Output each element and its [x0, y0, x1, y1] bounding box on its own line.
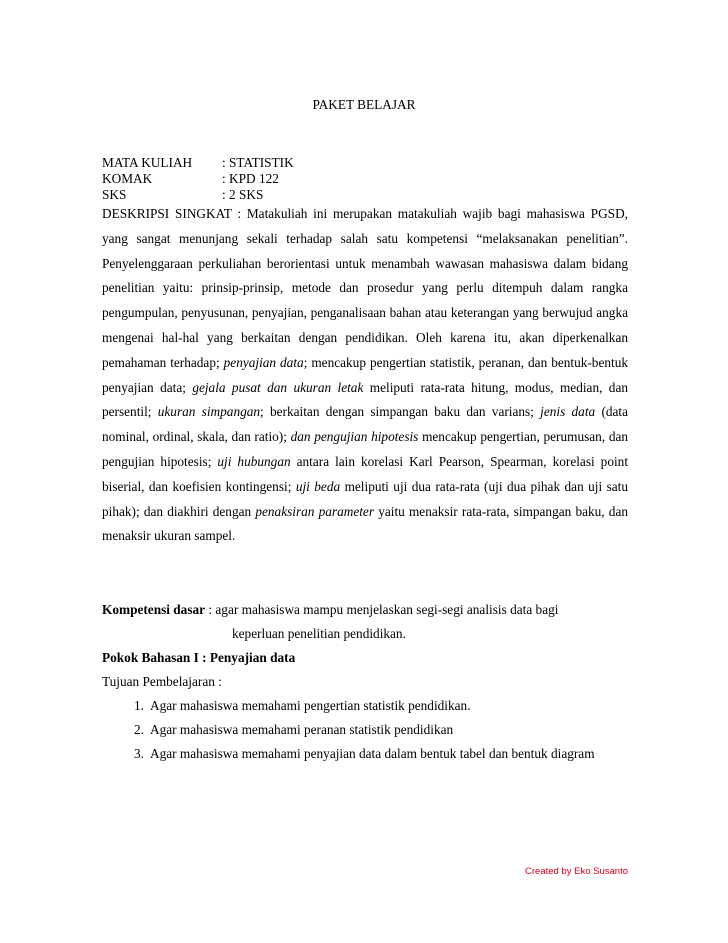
- meta-row-mata-kuliah: [102, 155, 294, 171]
- kompetensi-text: : agar mahasiswa mampu menjelaskan segi-segi analisis data bagi: [208, 602, 559, 617]
- desc-italic-term: jenis data: [540, 404, 596, 420]
- list-text: Agar mahasiswa memahami penyajian data dalam bentuk tabel dan bentuk diagram: [150, 746, 595, 761]
- desc-italic-term: uji beda: [295, 478, 341, 494]
- page-title: PAKET BELAJAR: [312, 97, 416, 112]
- desc-text: antara lain korelasi Karl Pearson, Spearman, korelasi point biserial, dan koefisien kontingensi;: [102, 453, 629, 494]
- course-meta: [102, 155, 294, 203]
- desc-italic-term: uji hubungan: [217, 453, 291, 469]
- desc-text: DESKRIPSI SINGKAT : Matakuliah ini merupakan matakuliah wajib bagi mahasiswa PGSD, yang sangat menunjang sekali terhadap salah satu kompetensi “melaksanakan penelitian”. Penyelenggaraan perkuliahan berorientasi untuk menambah wawasan mahasiswa dalam bidang penelitian yaitu: prinsip-prinsip, metode dan prosedur yang perlu ditempuh dalam rangka pengumpulan, penyusunan, penyajian, penganalisaan bahan atau keterangan yang berwujud angka mengenai hal-hal yang berkaitan dengan pendidikan. Oleh karena itu, akan diperkenalkan pemahaman terhadap;: [102, 206, 628, 370]
- course-description: [102, 202, 628, 549]
- desc-italic-term: penaksiran parameter: [255, 503, 375, 519]
- list-item: [102, 742, 595, 766]
- list-item: [102, 718, 595, 742]
- desc-italic-term: penyajian data: [223, 354, 304, 370]
- desc-text: ; mencakup pengertian statistik, peranan, dan bentuk-bentuk penyajian data;: [102, 354, 629, 395]
- meta-row-komak: [102, 171, 294, 187]
- list-number: 1.: [134, 698, 144, 713]
- meta-key: MATA KULIAH: [102, 155, 193, 170]
- tujuan-list: [102, 694, 595, 766]
- desc-text: meliputi rata-rata hitung, modus, median, dan persentil;: [102, 379, 629, 420]
- meta-key: SKS: [102, 187, 127, 202]
- list-item: [102, 694, 595, 718]
- kompetensi-text-continued: keperluan penelitian pendidikan.: [232, 626, 406, 641]
- footer-credit: Created by Eko Susanto: [525, 866, 628, 877]
- kompetensi-label: Kompetensi dasar: [102, 602, 206, 617]
- list-text: Agar mahasiswa memahami pengertian statistik pendidikan.: [150, 698, 471, 713]
- desc-italic-term: ukuran simpangan: [157, 404, 261, 420]
- list-number: 3.: [134, 746, 144, 761]
- desc-text: meliputi uji dua rata-rata (uji dua pihak dan uji satu pihak); dan diakhiri dengan: [102, 478, 628, 519]
- desc-text: yaitu menaksir rata-rata, simpangan baku, dan menaksir ukuran sampel.: [102, 503, 629, 544]
- kompetensi-dasar: [102, 598, 628, 641]
- meta-value: : 2 SKS: [222, 187, 264, 202]
- desc-text: (data nominal, ordinal, skala, dan ratio);: [102, 404, 629, 445]
- desc-text: ; berkaitan dengan simpangan baku dan varians;: [260, 404, 534, 420]
- list-number: 2.: [134, 722, 144, 737]
- meta-row-sks: [102, 187, 294, 203]
- desc-italic-term: dan pengujian hipotesis: [290, 429, 419, 445]
- meta-value: : STATISTIK: [222, 155, 294, 170]
- desc-italic-term: gejala pusat dan ukuran letak: [192, 379, 364, 395]
- tujuan-label: Tujuan Pembelajaran :: [102, 674, 222, 689]
- meta-value: : KPD 122: [222, 171, 279, 186]
- list-text: Agar mahasiswa memahami peranan statistik pendidikan: [150, 722, 454, 737]
- desc-text: mencakup pengertian, perumusan, dan pengujian hipotesis;: [102, 429, 629, 469]
- pokok-bahasan-heading: Pokok Bahasan I : Penyajian data: [102, 650, 296, 665]
- meta-key: KOMAK: [102, 171, 153, 186]
